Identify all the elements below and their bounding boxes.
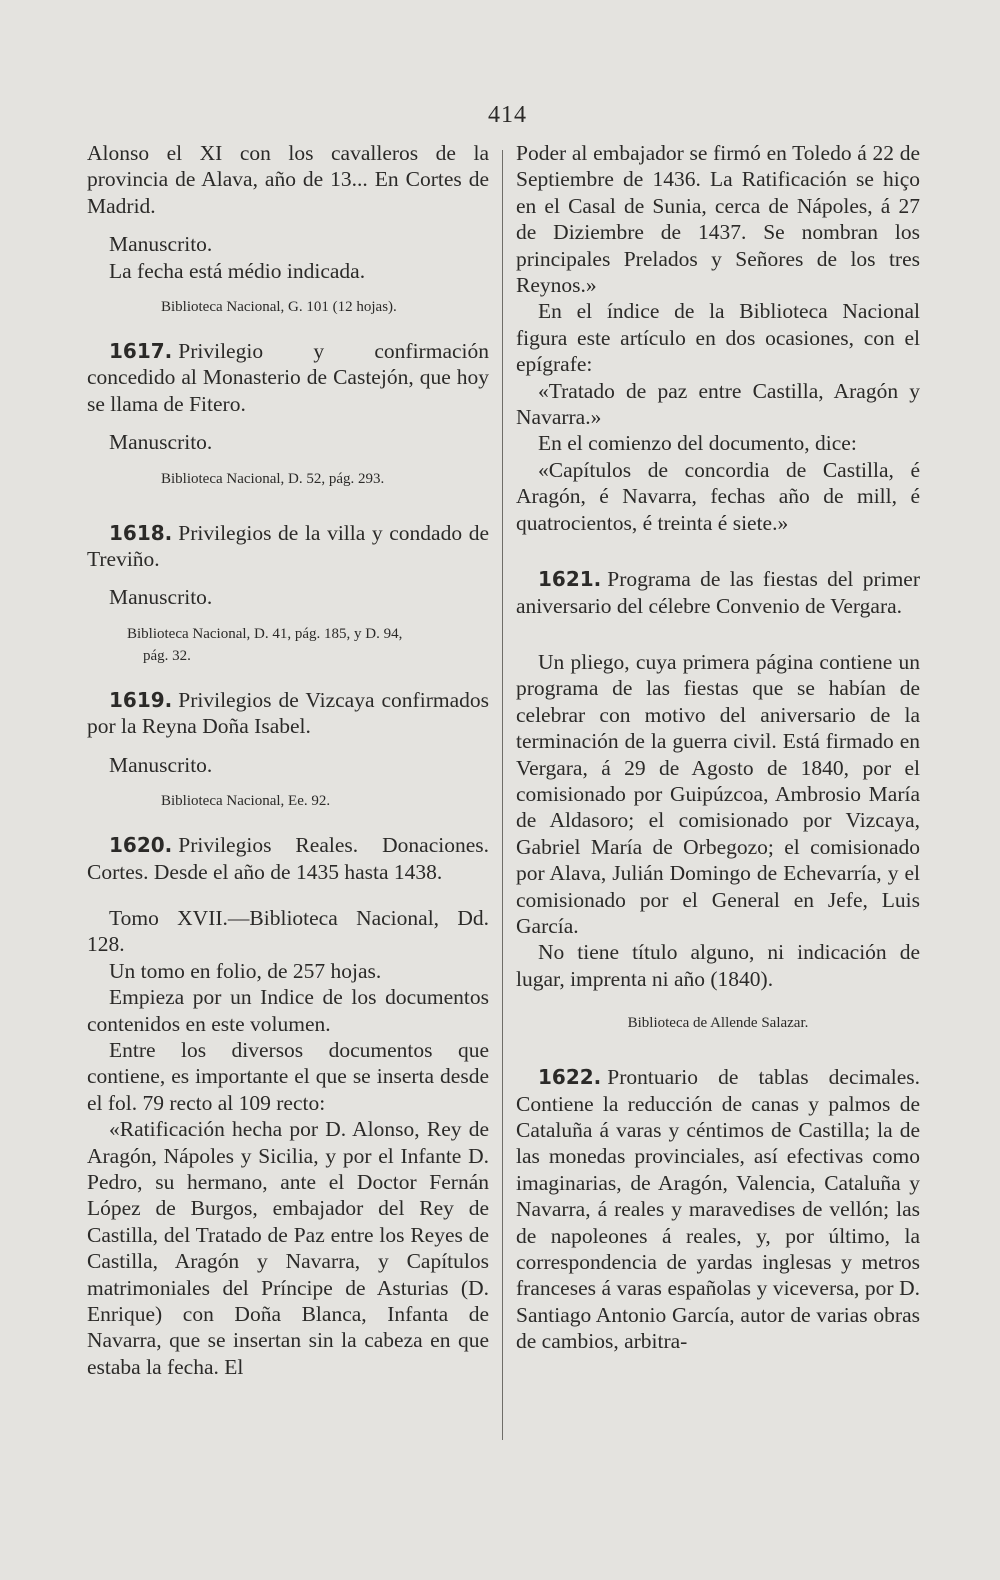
entry-1619	[87, 687, 489, 740]
manuscript-note: Manuscrito.	[109, 752, 213, 777]
index-paragraph: En el índice de la Biblioteca Nacional figura este artículo en dos ocasiones, con el epígrafe:	[516, 299, 920, 377]
index-note: Empieza por un Indice de los documentos contenidos en este volumen.	[87, 985, 489, 1036]
entry-number: 1618.	[109, 520, 173, 545]
quoted-title: «Ratificación hecha por D. Alonso, Rey de Aragón, Nápoles y Sicilia, y por el Infante D. Pedro, su hermano, ante el Doctor Fernán López de Burgos, embajador del Rey de Castilla, del Tratado de Paz entre los Reyes de Castilla, Aragón y Navarra, y Capítulos matrimoniales del Príncipe de Asturias (D. Enrique) con Doña Blanca, Infanta de Navarra, que se insertan sin la cabeza en que estaba la fecha. El	[87, 1117, 489, 1379]
document-start-quote: «Capítulos de concordia de Castilla, é Aragón, é Navarra, fechas año de mill, é quatrocientos, é treinta é siete.»	[516, 457, 920, 535]
left-column	[87, 140, 489, 1380]
entry-title: Prontuario de tablas decimales. Contiene la reducción de canas y palmos de Cataluña á varas y céntimos de Castilla; la de las monedas provinciales, así efectivas como imaginarias, de Aragón, Valencia, Cataluña y Navarra, á reales y maravedises de vellón; las de napoleones á reales, y, por último, la correspondencia de yardas inglesas y metros franceses á varas españolas y viceversa, por D. Santiago Antonio García, autor de varias obras de cambios, arbitra-	[516, 1065, 920, 1354]
manuscript-note: Manuscrito.	[109, 585, 213, 610]
entry-title: Privilegios Reales. Donaciones. Cortes. Desde el año de 1435 hasta 1438.	[87, 833, 489, 884]
entry-title: Privilegio y confirmación concedido al Monasterio de Castejón, que hoy se llama de Fitero.	[87, 339, 489, 416]
contents-note: Entre los diversos documentos que contiene, es importante el que se inserta desde el fol. 79 recto al 109 recto:	[87, 1037, 489, 1115]
library-reference: Biblioteca de Allende Salazar.	[627, 1015, 809, 1032]
format-note: Un tomo en folio, de 257 hojas.	[109, 958, 382, 983]
intro-paragraph: Alonso el XI con los cavalleros de la provincia de Alava, año de 13... En Cortes de Madrid.	[87, 141, 489, 218]
entry-title: Privilegios de la villa y condado de Treviño.	[87, 520, 489, 572]
reference-continuation: pág. 32.	[143, 647, 191, 664]
entry-number: 1620.	[109, 833, 173, 858]
manuscript-note: Manuscrito.	[109, 430, 213, 455]
volume-note: Tomo XVII.—Biblioteca Nacional, Dd. 128.	[87, 905, 489, 957]
entry-number: 1622.	[538, 1065, 602, 1090]
entry-1618	[87, 520, 489, 573]
entry-1622	[516, 1064, 920, 1354]
entry-1621	[516, 566, 920, 619]
document-start-note: En el comienzo del documento, dice:	[538, 431, 857, 456]
imprint-note: No tiene título alguno, ni indicación de lugar, imprenta ni año (1840).	[516, 940, 920, 991]
entry-1617	[87, 338, 489, 417]
column-divider	[502, 150, 503, 1440]
description-paragraph: Un pliego, cuya primera página contiene un programa de las fiestas que se habían de celebrar con motivo del aniversario de la terminación de la guerra civil. Está firmado en Vergara, á 29 de Agosto de 1840, por el comisionado por Guipúzcoa, Ambrosio María de Aldasoro; el comisionado por Vizcaya, Gabriel María de Orbegozo; el comisionado por Alava, Julián Domingo de Echevarría, y el comisionado por el General en Jefe, Luis García.	[516, 649, 920, 938]
entry-title: Programa de las fiestas del primer aniversario del célebre Convenio de Vergara.	[516, 567, 920, 618]
entry-number: 1617.	[109, 339, 173, 364]
continued-quote: Poder al embajador se firmó en Toledo á 22 de Septiembre de 1436. La Ratificación se hiço en el Casal de Sunia, cerca de Nápoles, á 27 de Diziembre de 1437. Se nombran los principales Prelados y Señores de los tres Reynos.»	[516, 141, 920, 298]
reference-line: Biblioteca Nacional, D. 41, pág. 185, y D. 94,	[127, 625, 403, 642]
library-reference	[87, 623, 489, 667]
entry-number: 1619.	[109, 687, 173, 712]
right-column	[516, 140, 920, 1355]
library-reference: Biblioteca Nacional, D. 52, pág. 293.	[161, 470, 385, 487]
entry-1620	[87, 832, 489, 885]
entry-title: Privilegios de Vizcaya confirmados por la Reyna Doña Isabel.	[87, 687, 489, 739]
entry-number: 1621.	[538, 567, 602, 592]
epigraph-quote: «Tratado de paz entre Castilla, Aragón y Navarra.»	[516, 378, 920, 430]
library-reference: Biblioteca Nacional, Ee. 92.	[161, 793, 331, 810]
manuscript-note: Manuscrito.	[109, 232, 213, 257]
library-reference: Biblioteca Nacional, G. 101 (12 hojas).	[161, 299, 397, 316]
date-note: La fecha está médio indicada.	[109, 258, 366, 283]
page-number: 414	[488, 102, 527, 128]
